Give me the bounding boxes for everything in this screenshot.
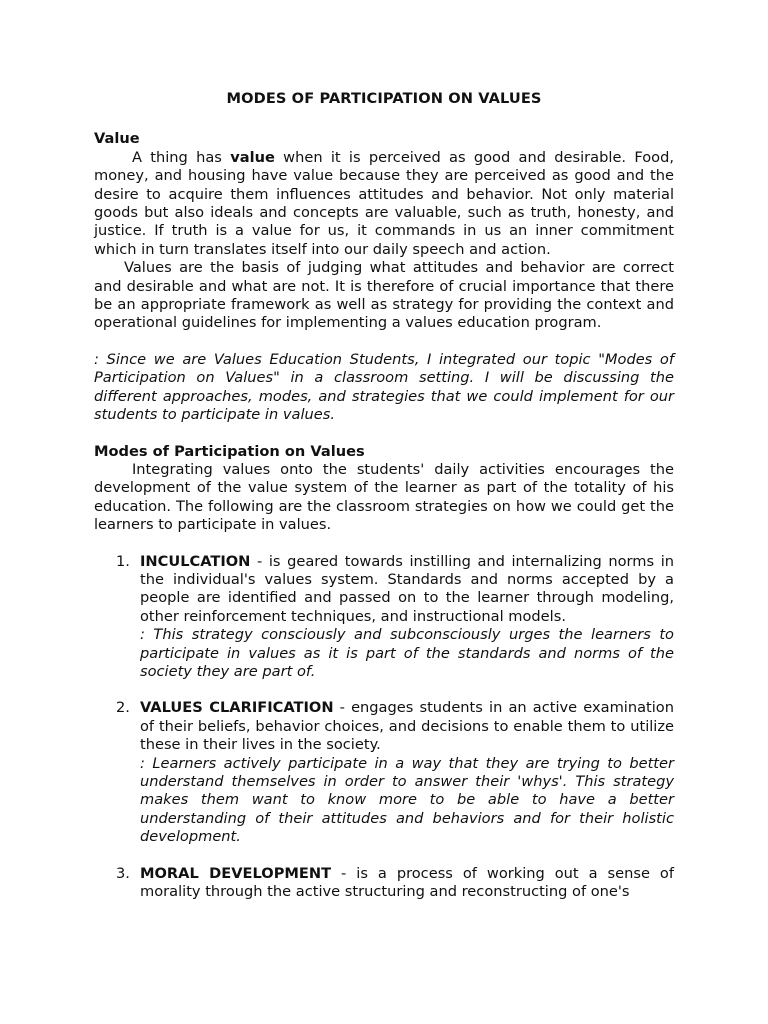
value-paragraph-2: Values are the basis of judging what attitudes and behavior are correct and desirable and what are not. It is therefore of crucial importance that there be an appropriate framework as well as strategy for providing the context and operational guidelines for implementing a values education program. xyxy=(94,259,674,332)
list-item-number: 2. xyxy=(116,699,130,717)
list-item xyxy=(94,699,674,846)
spacer xyxy=(94,333,674,351)
value-keyword: value xyxy=(230,148,275,166)
list-item-text xyxy=(140,865,674,902)
list-item-note: : Learners actively participate in a way that they are trying to better understand themselves in order to answer their 'whys'. This strategy makes them want to know more to be able to have a better understanding of their attitudes and behaviors and for their holistic development. xyxy=(140,754,674,846)
list-item-definition: - engages students in an active examination of their beliefs, behavior choices, and decisions to enable them to utilize these in their lives in the society. xyxy=(140,699,674,754)
list-item-number: 1. xyxy=(116,552,130,570)
value-note: : Since we are Values Education Students, I integrated our topic "Modes of Participation on Values" in a classroom setting. I will be discussing the different approaches, modes, and strategies that we could implement for our students to participate in values. xyxy=(94,350,674,424)
list-item-definition: - is geared towards instilling and internalizing norms in the individual's values system. Standards and norms accepted by a people are identified and passed on to the learner through modeling, other reinforcement techniques, and instructional models. xyxy=(140,552,674,625)
spacer xyxy=(94,425,674,443)
section-heading-value: Value xyxy=(94,130,140,148)
list-item-term: INCULCATION xyxy=(140,552,251,570)
list-item xyxy=(94,865,674,902)
document-content xyxy=(94,86,674,901)
list-item-text xyxy=(140,699,674,754)
value-paragraph-1-lead: A thing has xyxy=(132,148,231,166)
value-paragraph-1-body: when it is perceived as good and desirable. Food, money, and housing have value because they are perceived as good and the desire to acquire them influences attitudes and behavior. Not only material goods but also ideals and concepts are valuable, such as truth, honesty, and justice. If truth is a value for us, it commands in us an inner commitment which in turn translates itself into our daily speech and action. xyxy=(94,148,674,258)
list-item-number: 3. xyxy=(116,864,130,882)
list-item-text xyxy=(140,553,674,627)
list-item xyxy=(94,553,674,682)
modes-intro-paragraph: Integrating values onto the students' daily activities encourages the development of the value system of the learner as part of the totality of his education. The following are the classroom strategies on how we could get the learners to participate in values. xyxy=(94,460,674,534)
spacer xyxy=(94,681,674,699)
list-item-note: : This strategy consciously and subconsciously urges the learners to participate in values as it is part of the standards and norms of the society they are part of. xyxy=(140,626,674,680)
modes-list xyxy=(94,553,674,902)
list-item-definition: - is a process of working out a sense of morality through the active structuring and reconstructing of one's xyxy=(140,864,674,901)
spacer xyxy=(94,535,674,553)
list-item-term: MORAL DEVELOPMENT xyxy=(140,864,332,882)
spacer xyxy=(94,847,674,865)
value-paragraph-1 xyxy=(94,149,674,259)
list-item-term: VALUES CLARIFICATION xyxy=(140,699,334,717)
document-title: MODES OF PARTICIPATION ON VALUES xyxy=(226,90,542,107)
section-heading-modes: Modes of Participation on Values xyxy=(94,442,365,460)
